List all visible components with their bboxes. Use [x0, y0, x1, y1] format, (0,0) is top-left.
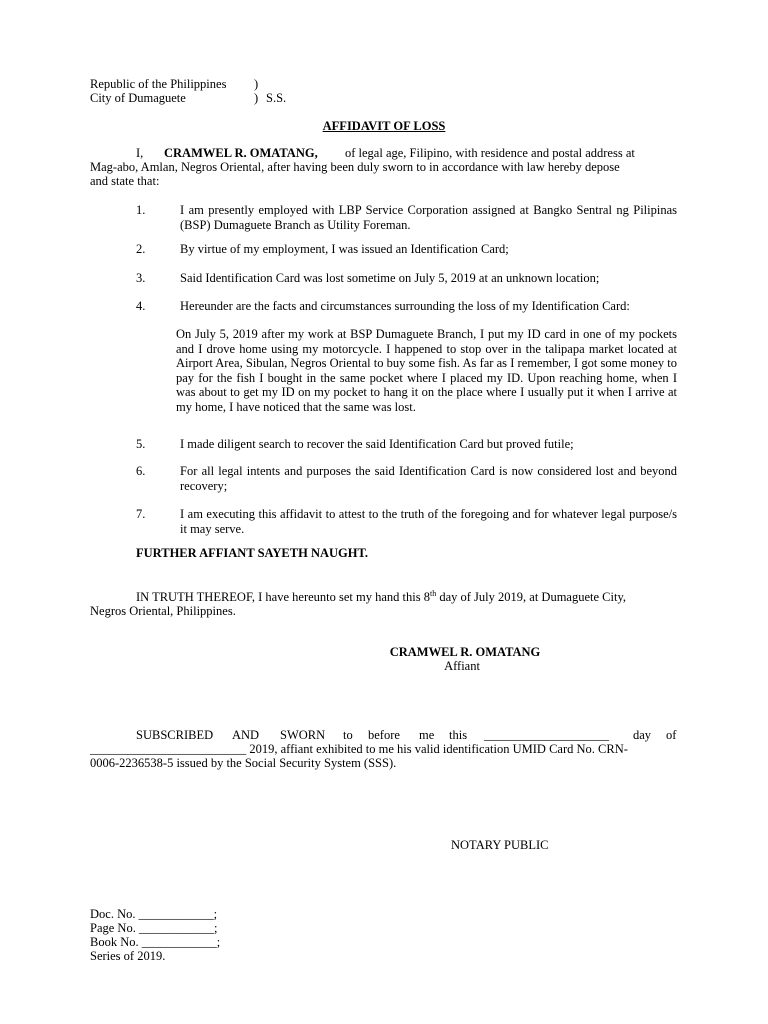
- item-number: 3.: [136, 271, 146, 285]
- jurat-word: before: [368, 728, 400, 742]
- item-text: Hereunder are the facts and circumstances surrounding the loss of my Identification Card:: [180, 299, 630, 313]
- jurat-line-2: _________________________ 2019, affiant exhibited to me his valid identification UMID Card No. CRN-: [90, 742, 628, 756]
- intro-line-3: and state that:: [90, 174, 160, 188]
- item-text: Said Identification Card was lost sometime on July 5, 2019 at an unknown location;: [180, 271, 600, 285]
- truth-text-after: day of July 2019, at Dumaguete City,: [436, 590, 627, 604]
- item-number: 4.: [136, 299, 146, 313]
- book-no-line: Book No. ____________;: [90, 935, 221, 949]
- jurat-word: day: [633, 728, 652, 742]
- item-text: I am presently employed with LBP Service Corporation assigned at Bangko Sentral ng Pilipinas (BSP) Dumaguete Branch as Utility Foreman.: [180, 203, 677, 232]
- item-text: I made diligent search to recover the said Identification Card but proved futile;: [180, 437, 574, 451]
- jurat-date-blank: ____________________: [484, 728, 609, 742]
- doc-no-line: Doc. No. ____________;: [90, 907, 218, 921]
- venue-paren-1: ): [254, 77, 259, 91]
- venue-paren-2: ): [254, 91, 259, 105]
- item-number: 1.: [136, 203, 146, 217]
- notary-public-label: NOTARY PUBLIC: [451, 838, 549, 852]
- item-number: 2.: [136, 242, 146, 256]
- further-affiant-line: FURTHER AFFIANT SAYETH NAUGHT.: [136, 546, 369, 560]
- jurat-word: AND: [232, 728, 260, 742]
- affiant-name-intro: CRAMWEL R. OMATANG,: [164, 146, 318, 160]
- item-text: I am executing this affidavit to attest to the truth of the foregoing and for whatever legal purpose/s it may serve.: [180, 507, 677, 536]
- venue-line-2: City of Dumaguete: [90, 91, 186, 105]
- intro-pronoun: I,: [136, 146, 144, 160]
- jurat-word: to: [343, 728, 353, 742]
- series-line: Series of 2019.: [90, 949, 166, 963]
- jurat-word: this: [449, 728, 468, 742]
- jurat-word: SWORN: [280, 728, 326, 742]
- affiant-name: CRAMWEL R. OMATANG: [389, 645, 541, 659]
- item-number: 7.: [136, 507, 146, 521]
- jurat-word: SUBSCRIBED: [136, 728, 214, 742]
- intro-rest: of legal age, Filipino, with residence and postal address at: [345, 146, 635, 160]
- truth-line-2: Negros Oriental, Philippines.: [90, 604, 236, 618]
- item-text: By virtue of my employment, I was issued an Identification Card;: [180, 242, 509, 256]
- item-text: For all legal intents and purposes the said Identification Card is now considered lost and beyond recovery;: [180, 464, 677, 493]
- truth-ordinal: th: [429, 588, 437, 598]
- truth-line-1: [136, 590, 626, 605]
- affiant-label: Affiant: [444, 659, 480, 673]
- truth-text-before: IN TRUTH THEREOF, I have hereunto set my hand this 8: [136, 590, 430, 604]
- venue-ss: S.S.: [266, 91, 287, 105]
- page-no-line: Page No. ____________;: [90, 921, 218, 935]
- document-title: AFFIDAVIT OF LOSS: [322, 119, 446, 133]
- intro-line-2: Mag-abo, Amlan, Negros Oriental, after having been duly sworn to in accordance with law hereby depose: [90, 160, 620, 174]
- jurat-line-3: 0006-2236538-5 issued by the Social Security System (SSS).: [90, 756, 397, 770]
- jurat-word: of: [666, 728, 677, 742]
- item-number: 6.: [136, 464, 146, 478]
- jurat-word: me: [419, 728, 435, 742]
- venue-line-1: Republic of the Philippines: [90, 77, 227, 91]
- narrative-paragraph: On July 5, 2019 after my work at BSP Dumaguete Branch, I put my ID card in one of my pockets and I drove home using my motorcycle. I happened to stop over in the talipapa market located at Airport Area, Sibulan, Negros Oriental to buy some fish. As far as I remember, I got some money to pay for the fish I bought in the same pocket where I placed my ID. Upon reaching home, when I was about to get my ID on my pocket to hang it on the place where I usually put it when I arrive at my home, I have noticed that the same was lost.: [176, 327, 677, 414]
- item-number: 5.: [136, 437, 146, 451]
